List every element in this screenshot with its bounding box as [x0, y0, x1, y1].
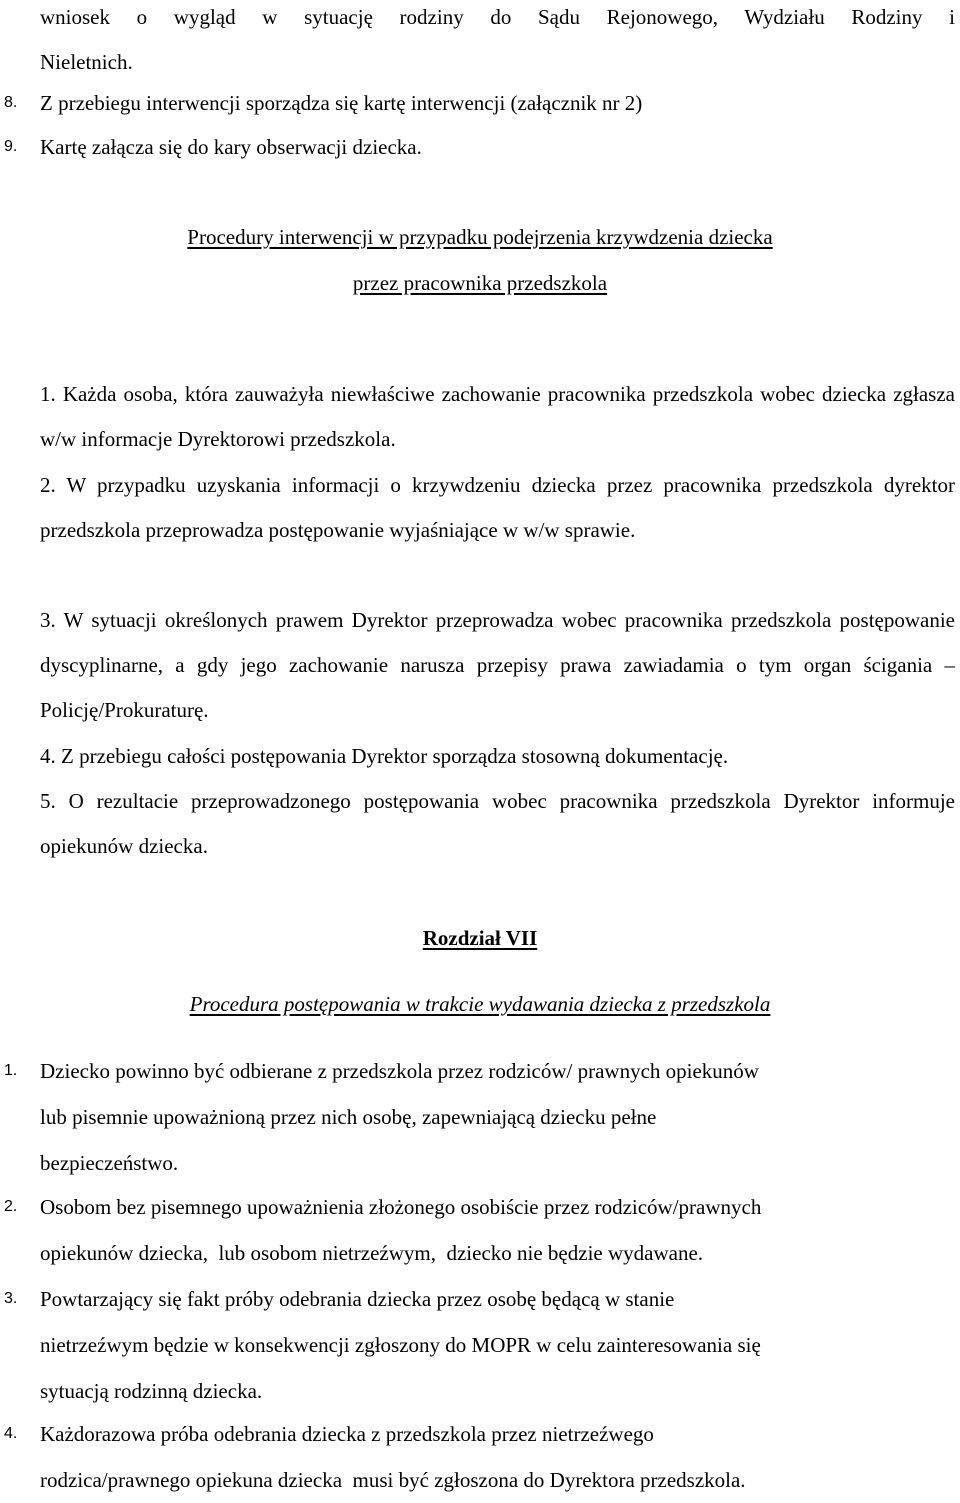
- list-item-text: Dziecko powinno być odbierane z przedszkola przez rodziców/ prawnych opiekunów lub pisemnie upoważnioną przez nich osobę, zapewniającą dziecku pełne bezpieczeństwo.: [40, 1059, 759, 1175]
- list-item-number: 4.: [4, 1425, 18, 1442]
- list-item-text: Kartę załącza się do kary obserwacji dziecka.: [40, 135, 422, 159]
- list-item-text: Powtarzający się fakt próby odebrania dziecka przez osobę będącą w stanie nietrzeźwym będzie w konsekwencji zgłoszony do MOPR w celu zainteresowania się sytuacją rodzinną dziecka.: [40, 1287, 761, 1403]
- list-item-text: Z przebiegu interwencji sporządza się kartę interwencji (załącznik nr 2): [40, 91, 643, 115]
- paragraph-4: 4. Z przebiegu całości postępowania Dyrektor sporządza stosowną dokumentację.: [40, 744, 729, 768]
- list-item-number: 3.: [4, 1290, 18, 1307]
- continuation-line-2: Nieletnich.: [40, 50, 133, 74]
- list-item-text: Osobom bez pisemnego upoważnienia złożonego osobiście przez rodziców/prawnych opiekunów dziecka, lub osobom nietrzeźwym, dziecko nie będzie wydawane.: [40, 1195, 762, 1265]
- section-title-line-1: Procedury interwencji w przypadku podejrzenia krzywdzenia dziecka: [187, 225, 773, 249]
- chapter-heading: Rozdział VII: [422, 926, 538, 950]
- paragraph-2: 2. W przypadku uzyskania informacji o krzywdzeniu dziecka przez pracownika przedszkola dyrektor przedszkola przeprowadza postępowanie wyjaśniające w w/w sprawie.: [40, 473, 955, 542]
- continuation-line-1: wniosek o wygląd w sytuację rodziny do Sądu Rejonowego, Wydziału Rodziny i: [40, 5, 955, 29]
- paragraph-3: 3. W sytuacji określonych prawem Dyrektor przeprowadza wobec pracownika przedszkola postępowanie dyscyplinarne, a gdy jego zachowanie narusza przepisy prawa zawiadamia o tym organ ścigania – Policję/Prokuraturę.: [40, 608, 955, 722]
- paragraph-1: 1. Każda osoba, która zauważyła niewłaściwe zachowanie pracownika przedszkola wobec dziecka zgłasza w/w informacje Dyrektorowi przedszkola.: [40, 382, 955, 451]
- chapter-subtitle: Procedura postępowania w trakcie wydawania dziecka z przedszkola: [189, 992, 771, 1016]
- paragraph-5: 5. O rezultacie przeprowadzonego postępowania wobec pracownika przedszkola Dyrektor informuje opiekunów dziecka.: [40, 789, 955, 858]
- list-item-text: Każdorazowa próba odebrania dziecka z przedszkola przez nietrzeźwego rodzica/prawnego opiekuna dziecka musi być zgłoszona do Dyrektora przedszkola.: [40, 1422, 746, 1492]
- list-item-number: 9.: [4, 138, 18, 155]
- list-item-number: 8.: [4, 94, 18, 111]
- list-item-number: 1.: [4, 1062, 18, 1079]
- section-title-line-2: przez pracownika przedszkola: [352, 271, 608, 295]
- list-item-number: 2.: [4, 1198, 18, 1215]
